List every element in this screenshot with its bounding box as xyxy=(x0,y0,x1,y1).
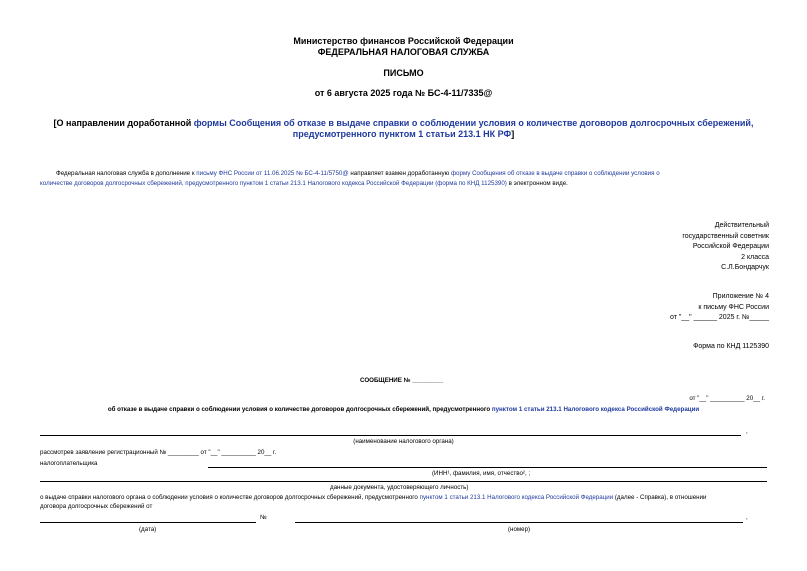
body-text-a: Федеральная налоговая служба в дополнение к xyxy=(56,170,197,177)
subject-line-1 xyxy=(0,118,807,128)
comma-2: , xyxy=(746,514,748,521)
caption-tax-authority: (наименование налогового органа) xyxy=(353,438,454,445)
signature-line-2: государственный советник xyxy=(682,232,769,240)
reviewed-statement: рассмотрев заявление регистрационный № _________ от "__" __________ 20__ г. xyxy=(40,449,277,456)
body-paragraph-line-2 xyxy=(40,180,568,187)
form-knd: Форма по КНД 1125390 xyxy=(693,343,769,350)
subject-link-1[interactable]: формы Сообщения об отказе в выдаче справки о соблюдении условия о количестве договоров долгосрочных сбережений, xyxy=(193,118,754,128)
signature-line-3: Российской Федерации xyxy=(692,243,769,250)
contract-date-line xyxy=(40,522,256,523)
body-link-letter[interactable]: письму ФНС России от 11.06.2025 № БС-4-11/5750@ xyxy=(196,170,349,177)
appendix-ref: к письму ФНС России xyxy=(698,303,769,311)
subject-link-2[interactable]: предусмотренного пунктом 1 статьи 213.1 НК РФ xyxy=(292,129,512,139)
signature-block xyxy=(682,221,769,274)
form-title: СООБЩЕНИЕ № _________ xyxy=(360,377,444,384)
taxpayer-line xyxy=(208,467,767,468)
subject-prefix: [О направлении доработанной xyxy=(53,118,194,128)
comma-1: , xyxy=(746,428,748,435)
about-text: о выдаче справки налогового органа о соблюдении условия о количестве договоров долгосрочных сбережений, предусмотренного xyxy=(40,494,420,501)
body-link-form-cont[interactable]: количестве договоров долгосрочных сбережений, предусмотренного пунктом 1 статьи 213.1 Налогового кодекса Российской Федерации (форма по КНД 1125390) xyxy=(40,180,507,187)
doc-type: ПИСЬМО xyxy=(383,68,424,78)
service-name: ФЕДЕРАЛЬНАЯ НАЛОГОВАЯ СЛУЖБА xyxy=(317,47,490,57)
caption-id-document: данные документа, удостоверяющего личность) xyxy=(330,484,469,491)
form-heading xyxy=(0,406,807,413)
subject-suffix: ] xyxy=(511,129,515,139)
body-text-b: направляет взамен доработанную xyxy=(348,170,451,177)
about-suffix: (далее - Справка), в отношении xyxy=(613,494,707,501)
contract-number-line xyxy=(295,522,743,523)
caption-inn: (ИНН¹, фамилия, имя, отчество², ; xyxy=(432,470,531,477)
number-sign: № xyxy=(260,514,267,521)
about-line-2: договора долгосрочных сбережений от xyxy=(40,503,153,510)
id-document-line xyxy=(40,481,767,482)
appendix-date: от "__" ______ 2025 г. №_____ xyxy=(670,314,769,321)
signature-line-4: 2 класса xyxy=(741,253,769,261)
signature-name: С.Л.Бондарчук xyxy=(721,264,769,271)
form-heading-link[interactable]: пунктом 1 статьи 213.1 Налогового кодекса Российской Федерации xyxy=(491,406,700,413)
ministry-name: Министерство финансов Российской Федерации xyxy=(293,36,514,46)
taxpayer-label: налогоплательщика xyxy=(40,460,98,467)
body-paragraph-line-1 xyxy=(56,170,660,177)
tax-authority-line xyxy=(40,435,741,436)
doc-date-number: от 6 августа 2025 года № БС-4-11/7335@ xyxy=(314,88,493,98)
signature-line-1: Действительный xyxy=(714,222,769,229)
caption-date: (дата) xyxy=(139,526,157,533)
form-heading-text: об отказе в выдаче справки о соблюдении условия о количестве договоров долгосрочных сбережений, предусмотренного xyxy=(107,406,492,413)
caption-number: (номер) xyxy=(508,526,531,533)
about-link[interactable]: пунктом 1 статьи 213.1 Налогового кодекса Российской Федерации xyxy=(419,494,614,501)
body-text-c: в электронном виде. xyxy=(506,180,568,187)
about-line-1 xyxy=(40,494,707,501)
body-link-form[interactable]: форму Сообщения об отказе в выдаче справки о соблюдении условия о xyxy=(450,170,660,177)
subject-line-2 xyxy=(0,129,807,139)
appendix-block xyxy=(670,292,769,324)
appendix-number: Приложение № 4 xyxy=(712,293,769,300)
form-date: от "__" __________ 20__ г. xyxy=(689,395,765,402)
